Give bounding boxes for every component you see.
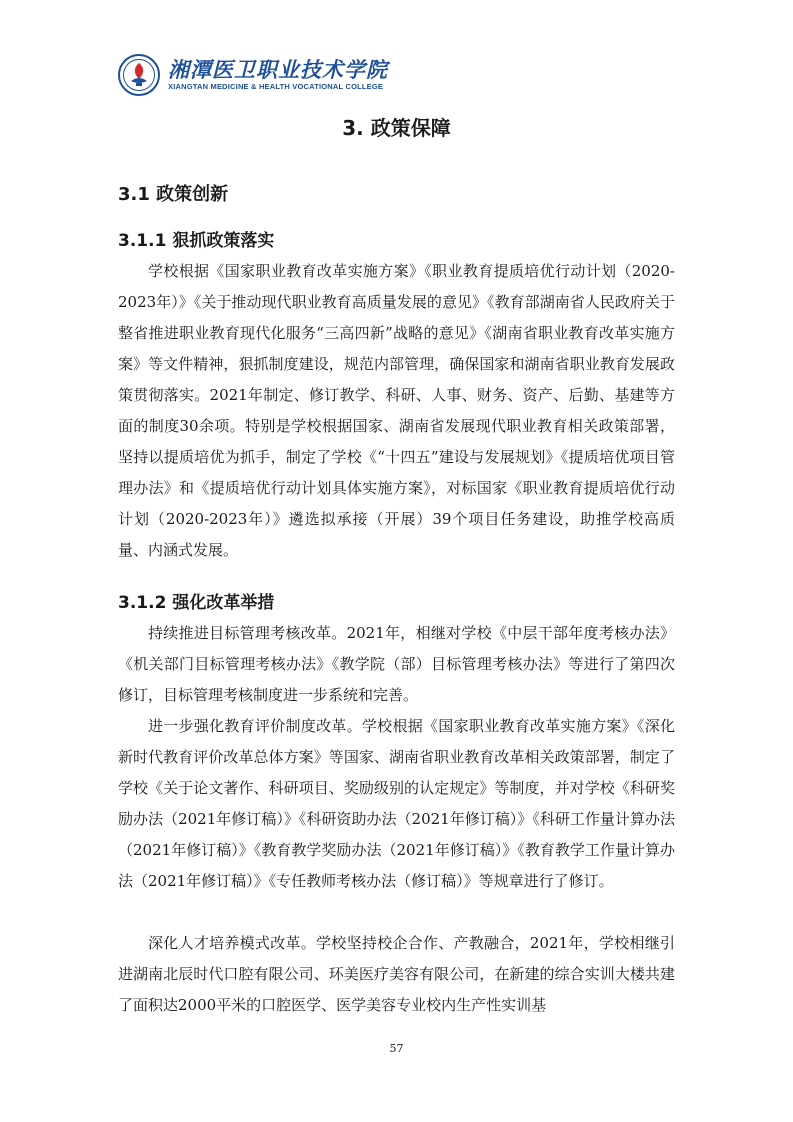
school-name-en: XIANGTAN MEDICINE & HEALTH VOCATIONAL COLLEGE xyxy=(168,82,384,91)
page-header xyxy=(118,52,718,100)
paragraph-talent-training-reform: 深化人才培养模式改革。学校坚持校企合作、产教融合，2021年，学校相继引进湖南北辰时代口腔有限公司、环美医疗美容有限公司，在新建的综合实训大楼共建了面积达2000平米的口腔医学、医学美容专业校内生产性实训基 xyxy=(118,934,675,1014)
paragraph-target-management-reform: 持续推进目标管理考核改革。2021年，相继对学校《中层干部年度考核办法》《机关部门目标管理考核办法》《教学院（部）目标管理考核办法》等进行了第四次修订，目标管理考核制度进一步系统和完善。 xyxy=(118,624,675,704)
paragraph-policy-implementation: 学校根据《国家职业教育改革实施方案》《职业教育提质培优行动计划（2020-2023年）》《关于推动现代职业教育高质量发展的意见》《教育部湖南省人民政府关于整省推进职业教育现代化服务“三高四新”战略的意见》《湖南省职业教育改革实施方案》等文件精神，狠抓制度建设，规范内部管理，确保国家和湖南省职业教育发展政策贯彻落实。2021年制定、修订教学、科研、人事、财务、资产、后勤、基建等方面的制度30余项。特别是学校根据国家、湖南省发展现代职业教育相关政策部署，坚持以提质培优为抓手，制定了学校《“十四五”建设与发展规划》《提质培优项目管理办法》和《提质培优行动计划具体实施方案》，对标国家《职业教育提质培优行动计划（2020-2023年）》遴选拟承接（开展）39个项目任务建设，助推学校高质量、内涵式发展。 xyxy=(118,262,675,559)
section-heading-3-1-1: 3.1.1 狠抓政策落实 xyxy=(118,231,275,251)
paragraph-evaluation-reform: 进一步强化教育评价制度改革。学校根据《国家职业教育改革实施方案》《深化新时代教育评价改革总体方案》等国家、湖南省职业教育改革相关政策部署，制定了学校《关于论文著作、科研项目、奖励级别的认定规定》等制度，并对学校《科研奖励办法（2021年修订稿）》《科研资助办法（2021年修订稿）》《科研工作量计算办法（2021年修订稿）》《教育教学奖励办法（2021年修订稿）》《教育教学工作量计算办法（2021年修订稿）》《专任教师考核办法（修订稿）》等规章进行了修订。 xyxy=(118,717,675,890)
chapter-title: 3. 政策保障 xyxy=(342,116,451,140)
school-name-cn: 湘潭医卫职业技术学院 xyxy=(168,57,388,82)
section-heading-3-1: 3.1 政策创新 xyxy=(118,184,229,205)
section-heading-3-1-2: 3.1.2 强化改革举措 xyxy=(118,593,275,613)
page-number: 57 xyxy=(389,1042,404,1055)
college-seal-icon xyxy=(118,54,160,96)
